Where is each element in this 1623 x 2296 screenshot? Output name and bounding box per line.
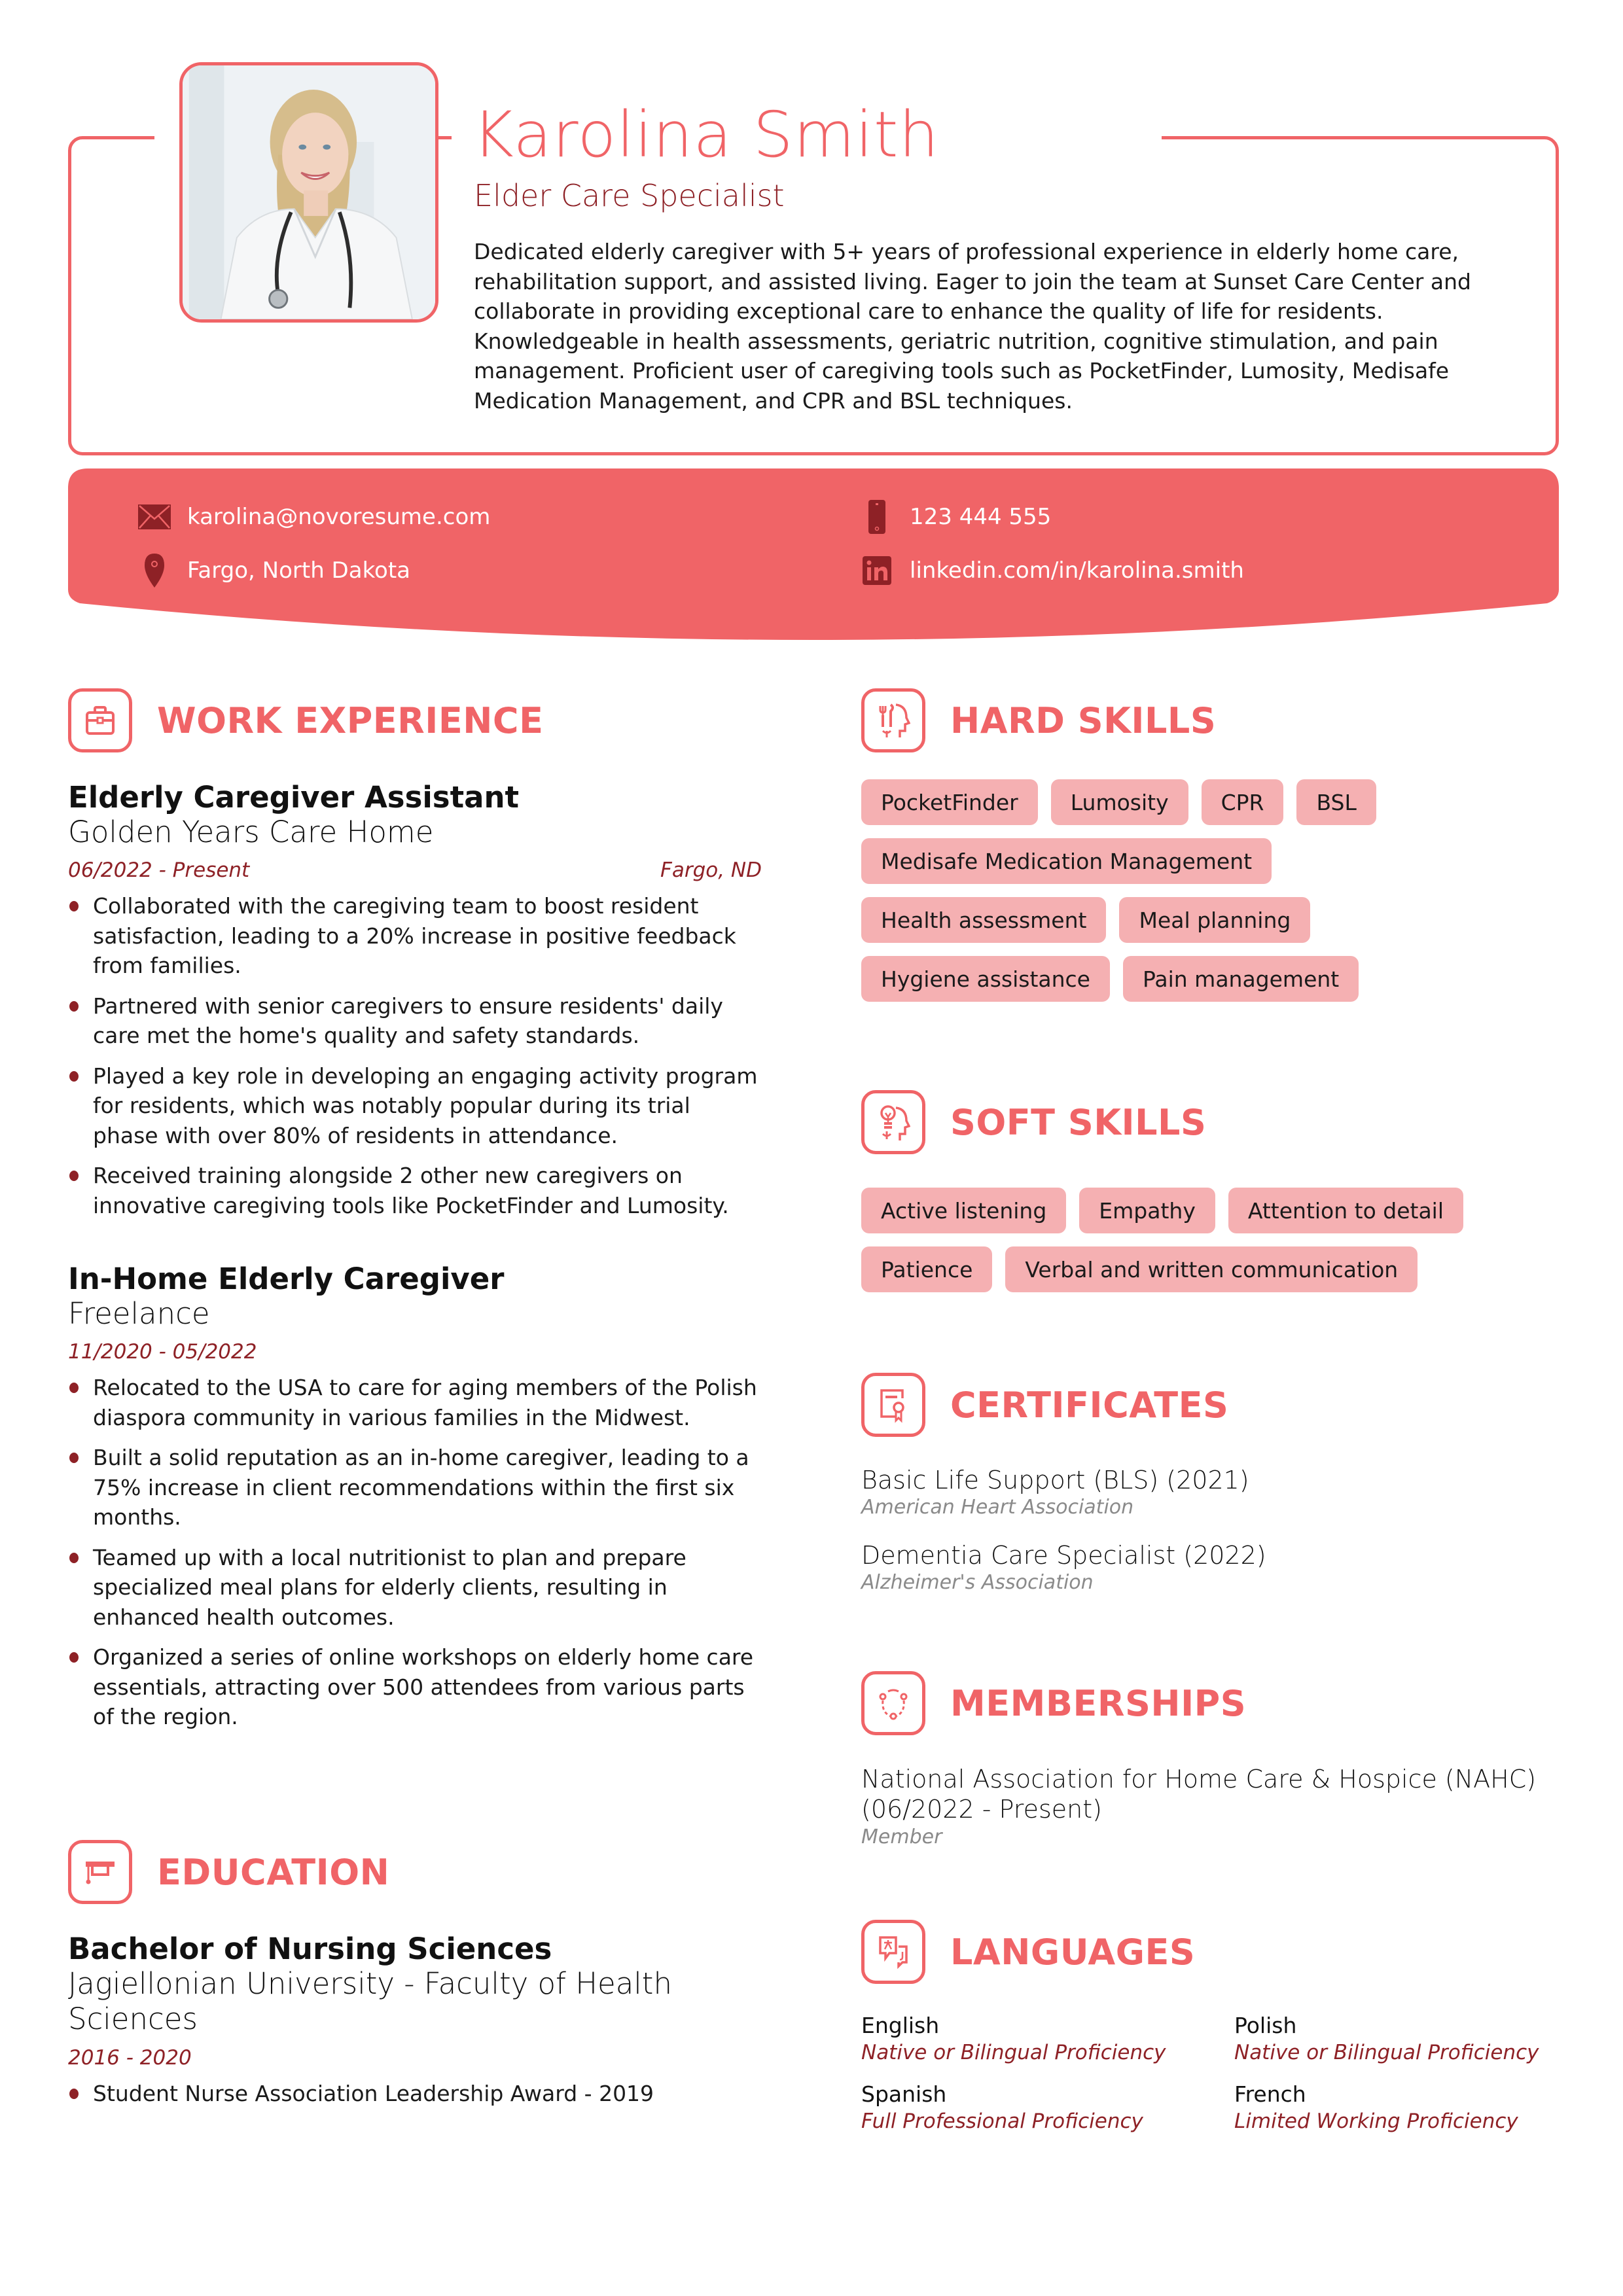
- language-item: [861, 2013, 1234, 2064]
- memberships-list: [861, 1764, 1561, 1848]
- contact-linkedin[interactable]: [860, 554, 1244, 588]
- summary-text: Dedicated elderly caregiver with 5+ years of professional experience in elderly home care, rehabilitation support, and assisted living. Eager to join the team at Sunset Care Center and collaborate in providing exceptional care to enhance the quality of life for residents. Knowledgeable in health assessments, geriatric nutrition, cognitive stimulation, and pain management. Proficient user of caregiving tools such as PocketFinder, Lumosity, Medisafe Medication Management, and CPR and BSL techniques.: [474, 239, 1471, 414]
- job-title: In-Home Elderly Caregiver: [68, 1262, 505, 1296]
- education-entry: [68, 1932, 762, 2119]
- language-level: Native or Bilingual Proficiency: [1234, 2041, 1539, 2064]
- job-entry: [68, 780, 762, 1231]
- education-bullets: [68, 2079, 762, 2109]
- language-name: Polish: [1234, 2013, 1297, 2038]
- hard-skills-title: HARD SKILLS: [950, 699, 1217, 741]
- contact-phone[interactable]: [860, 500, 1051, 534]
- bullet-item: Partnered with senior caregivers to ensure residents' daily care met the home's quality and safety standards.: [68, 991, 762, 1051]
- education-header: [68, 1840, 389, 1904]
- membership-role: Member: [861, 1826, 942, 1848]
- soft-skills-list: [861, 1188, 1561, 1292]
- linkedin-icon: [860, 554, 894, 588]
- language-name: Spanish: [861, 2081, 947, 2107]
- language-level: Full Professional Proficiency: [861, 2110, 1143, 2133]
- linkedin-text: linkedin.com/in/karolina.smith: [910, 557, 1244, 584]
- candidate-name: Karolina Smith: [473, 98, 940, 171]
- graduation-cap-icon: [68, 1840, 132, 1904]
- certificate-name: Basic Life Support (BLS) (2021): [861, 1466, 1249, 1494]
- language-item: [861, 2081, 1234, 2133]
- language-level: Limited Working Proficiency: [1234, 2110, 1518, 2133]
- job-title: Elderly Caregiver Assistant: [68, 780, 519, 815]
- bullet-item: Organized a series of online workshops on elderly home care essentials, attracting over 500 attendees from various parts of the region.: [68, 1642, 762, 1732]
- job-bullets: [68, 1373, 762, 1732]
- hard-skills-header: [861, 688, 1216, 752]
- certificates-title: CERTIFICATES: [950, 1384, 1229, 1426]
- skill-chip: Lumosity: [1051, 779, 1188, 825]
- job-dates: 06/2022 - Present: [68, 858, 250, 882]
- skill-chip: Attention to detail: [1228, 1188, 1463, 1233]
- education-title: EDUCATION: [157, 1851, 390, 1893]
- language-item: [1234, 2013, 1561, 2064]
- soft-skills-header: [861, 1090, 1206, 1154]
- certificates-header: [861, 1373, 1228, 1437]
- profile-photo: [179, 62, 438, 323]
- translate-icon: [861, 1920, 925, 1984]
- bullet-item: Teamed up with a local nutritionist to plan and prepare specialized meal plans for elderly clients, resulting in enhanced health outcomes.: [68, 1543, 762, 1633]
- header-frame-gap: [154, 131, 181, 144]
- school-name: Jagiellonian University - Faculty of Health Sciences: [68, 1966, 672, 2036]
- bullet-item: Relocated to the USA to care for aging members of the Polish diaspora community in various families in the Midwest.: [68, 1373, 762, 1432]
- bullet-item: Received training alongside 2 other new caregivers on innovative caregiving tools like PocketFinder and Lumosity.: [68, 1161, 762, 1220]
- skill-chip: Hygiene assistance: [861, 956, 1110, 1002]
- bullet-item: Collaborated with the caregiving team to boost resident satisfaction, leading to a 20% increase in positive feedback from families.: [68, 891, 762, 981]
- skill-chip: Medisafe Medication Management: [861, 838, 1272, 884]
- language-name: English: [861, 2013, 940, 2038]
- job-meta: [68, 1340, 762, 1364]
- membership-org: National Association for Home Care & Hospice (NAHC): [861, 1765, 1537, 1793]
- memberships-title: MEMBERSHIPS: [950, 1682, 1247, 1724]
- job-dates: 11/2020 - 05/2022: [68, 1340, 257, 1364]
- membership-dates: (06/2022 - Present): [861, 1795, 1102, 1824]
- work-experience-title: WORK EXPERIENCE: [157, 699, 544, 741]
- memberships-header: [861, 1671, 1246, 1735]
- work-experience-header: [68, 688, 543, 752]
- email-text: karolina@novoresume.com: [187, 504, 491, 530]
- skill-chip: Health assessment: [861, 897, 1106, 943]
- job-meta: [68, 858, 762, 882]
- certificate-name: Dementia Care Specialist (2022): [861, 1541, 1266, 1570]
- skill-chip: Active listening: [861, 1188, 1066, 1233]
- languages-list: [861, 2013, 1561, 2133]
- network-circle-icon: [861, 1671, 925, 1735]
- job-company: Freelance: [68, 1296, 210, 1331]
- language-item: [1234, 2081, 1561, 2133]
- education-dates: 2016 - 2020: [68, 2046, 192, 2070]
- job-bullets: [68, 891, 762, 1220]
- membership-name: [861, 1764, 1561, 1824]
- head-tools-icon: [861, 688, 925, 752]
- skill-chip: Empathy: [1079, 1188, 1215, 1233]
- contact-location: [137, 554, 410, 588]
- envelope-icon: [137, 500, 171, 534]
- skill-chip: Meal planning: [1119, 897, 1310, 943]
- contact-email[interactable]: [137, 500, 490, 534]
- certificates-list: [861, 1466, 1561, 1594]
- location-text: Fargo, North Dakota: [187, 557, 411, 584]
- certificate-issuer: American Heart Association: [861, 1496, 1134, 1519]
- head-lightbulb-icon: [861, 1090, 925, 1154]
- candidate-title: Elder Care Specialist: [474, 178, 785, 213]
- soft-skills-title: SOFT SKILLS: [950, 1101, 1207, 1143]
- certificate-item: [861, 1541, 1561, 1594]
- languages-title: LANGUAGES: [950, 1931, 1196, 1973]
- bullet-item: Student Nurse Association Leadership Award - 2019: [68, 2079, 762, 2109]
- education-meta: [68, 2046, 762, 2070]
- hard-skills-list: [861, 779, 1561, 1002]
- languages-header: [861, 1920, 1195, 1984]
- job-location: Fargo, ND: [660, 858, 762, 882]
- skill-chip: BSL: [1296, 779, 1376, 825]
- language-name: French: [1234, 2081, 1306, 2107]
- certificate-item: [861, 1466, 1561, 1519]
- job-entry: [68, 1262, 762, 1742]
- briefcase-icon: [68, 688, 132, 752]
- skill-chip: CPR: [1202, 779, 1284, 825]
- skill-chip: Pain management: [1123, 956, 1359, 1002]
- bullet-item: Played a key role in developing an engaging activity program for residents, which was notably popular during its trial phase with over 80% of residents in attendance.: [68, 1061, 762, 1151]
- degree-title: Bachelor of Nursing Sciences: [68, 1932, 552, 1966]
- skill-chip: Verbal and written communication: [1005, 1246, 1418, 1292]
- language-level: Native or Bilingual Proficiency: [861, 2041, 1166, 2064]
- contact-band: [68, 468, 1559, 640]
- bullet-item: Built a solid reputation as an in-home caregiver, leading to a 75% increase in client recommendations within the first six months.: [68, 1443, 762, 1532]
- map-pin-icon: [137, 554, 171, 588]
- phone-text: 123 444 555: [910, 504, 1052, 530]
- certificate-issuer: Alzheimer's Association: [861, 1571, 1094, 1594]
- skill-chip: Patience: [861, 1246, 992, 1292]
- phone-icon: [860, 500, 894, 534]
- skill-chip: PocketFinder: [861, 779, 1038, 825]
- job-company: Golden Years Care Home: [68, 815, 434, 849]
- certificate-icon: [861, 1373, 925, 1437]
